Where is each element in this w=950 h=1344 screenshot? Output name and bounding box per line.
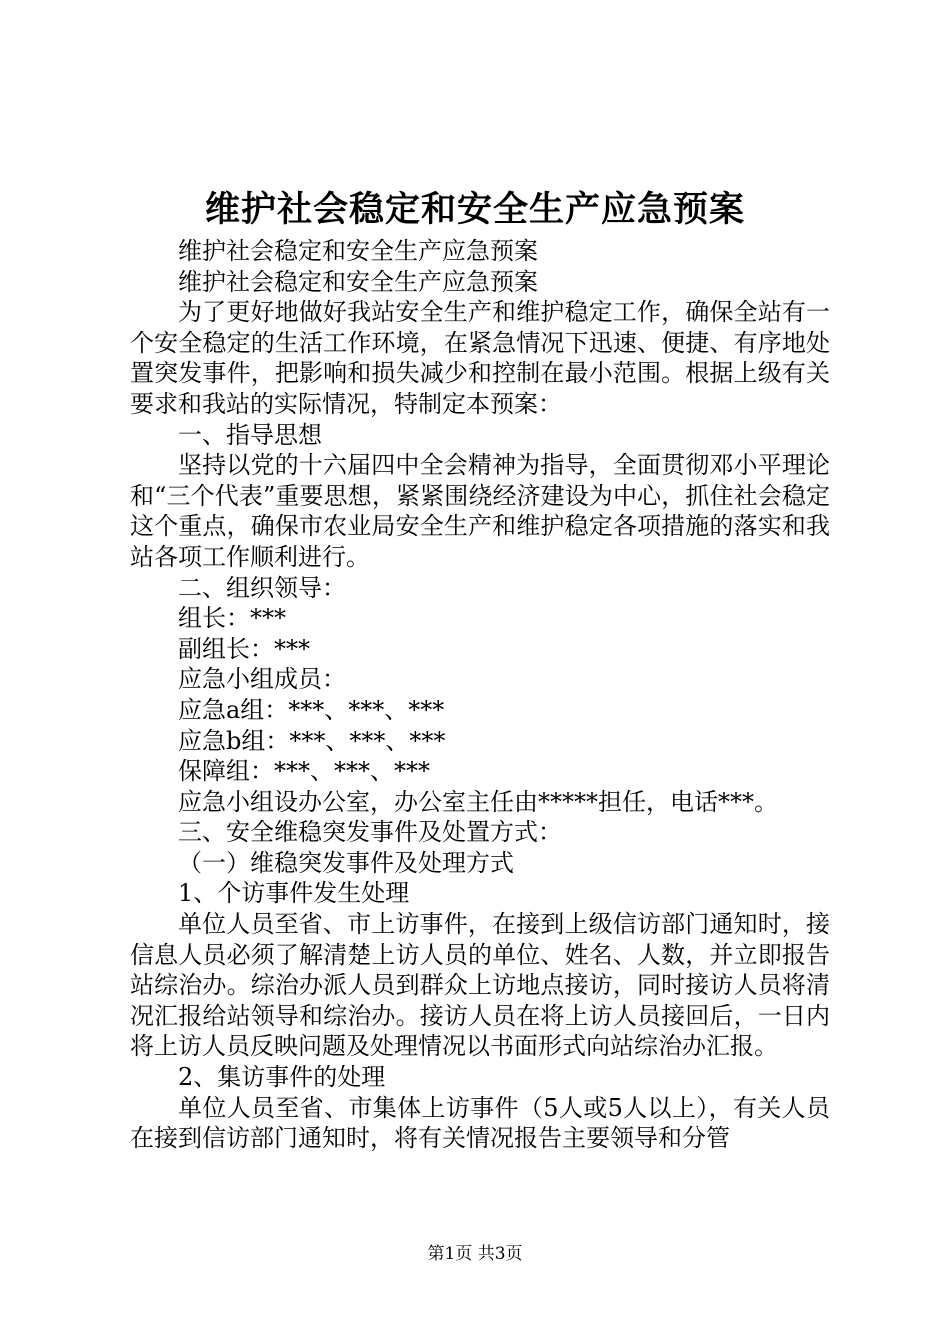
section-heading: 一、指导思想 xyxy=(178,420,322,449)
paragraph: 为了更好地做好我站安全生产和维护稳定工作，确保全站有一个安全稳定的生活工作环境，在紧急情况下迅速、便捷、有序地处置突发事件，把影响和损失减少和控制在最小范围。根据上级有关要求和我站的实际情况，特制定本预案： xyxy=(130,298,830,418)
paragraph: 单位人员至省、市集体上访事件（5人或5人以上），有关人员在接到信访部门通知时，将有关情况报告主要领导和分管 xyxy=(130,1093,830,1153)
list-item: 副组长：*** xyxy=(178,634,310,663)
list-item: 应急a组：***、***、*** xyxy=(178,695,445,724)
document-title: 维护社会稳定和安全生产应急预案 xyxy=(204,189,745,230)
paragraph: 维护社会稳定和安全生产应急预案 xyxy=(178,237,538,265)
list-item: 保障组：***、***、*** xyxy=(178,757,430,786)
list-item: 应急小组设办公室，办公室主任由*****担任，电话***。 xyxy=(178,787,778,816)
list-item: 应急b组：***、***、*** xyxy=(178,726,446,755)
list-item: 组长：*** xyxy=(178,604,286,633)
paragraph: 单位人员至省、市上访事件，在接到上级信访部门通知时，接信息人员必须了解清楚上访人员的单位、姓名、人数，并立即报告站综治办。综治办派人员到群众上访地点接访，同时接访人员将清况汇报给站领导和综治办。接访人员在将上访人员接回后，一日内将上访人员反映问题及处理情况以书面形式向站综治办汇报。 xyxy=(130,910,830,1061)
document-body xyxy=(130,236,830,1154)
subsection-heading: 1、个访事件发生处理 xyxy=(178,879,410,908)
subsection-heading: （一）维稳突发事件及处理方式 xyxy=(178,848,514,877)
page-number-footer: 第1页 共3页 xyxy=(427,1244,523,1264)
subsection-heading: 2、集访事件的处理 xyxy=(178,1063,386,1092)
section-heading: 三、安全维稳突发事件及处置方式： xyxy=(178,818,562,847)
paragraph: 维护社会稳定和安全生产应急预案 xyxy=(178,267,538,296)
list-item: 应急小组成员： xyxy=(178,665,346,694)
section-heading: 二、组织领导： xyxy=(178,573,346,602)
paragraph: 坚持以党的十六届四中全会精神为指导，全面贯彻邓小平理论和“三个代表”重要思想，紧紧围绕经济建设为中心，抓住社会稳定这个重点，确保市农业局安全生产和维护稳定各项措施的落实和我站各项工作顺利进行。 xyxy=(130,451,830,571)
